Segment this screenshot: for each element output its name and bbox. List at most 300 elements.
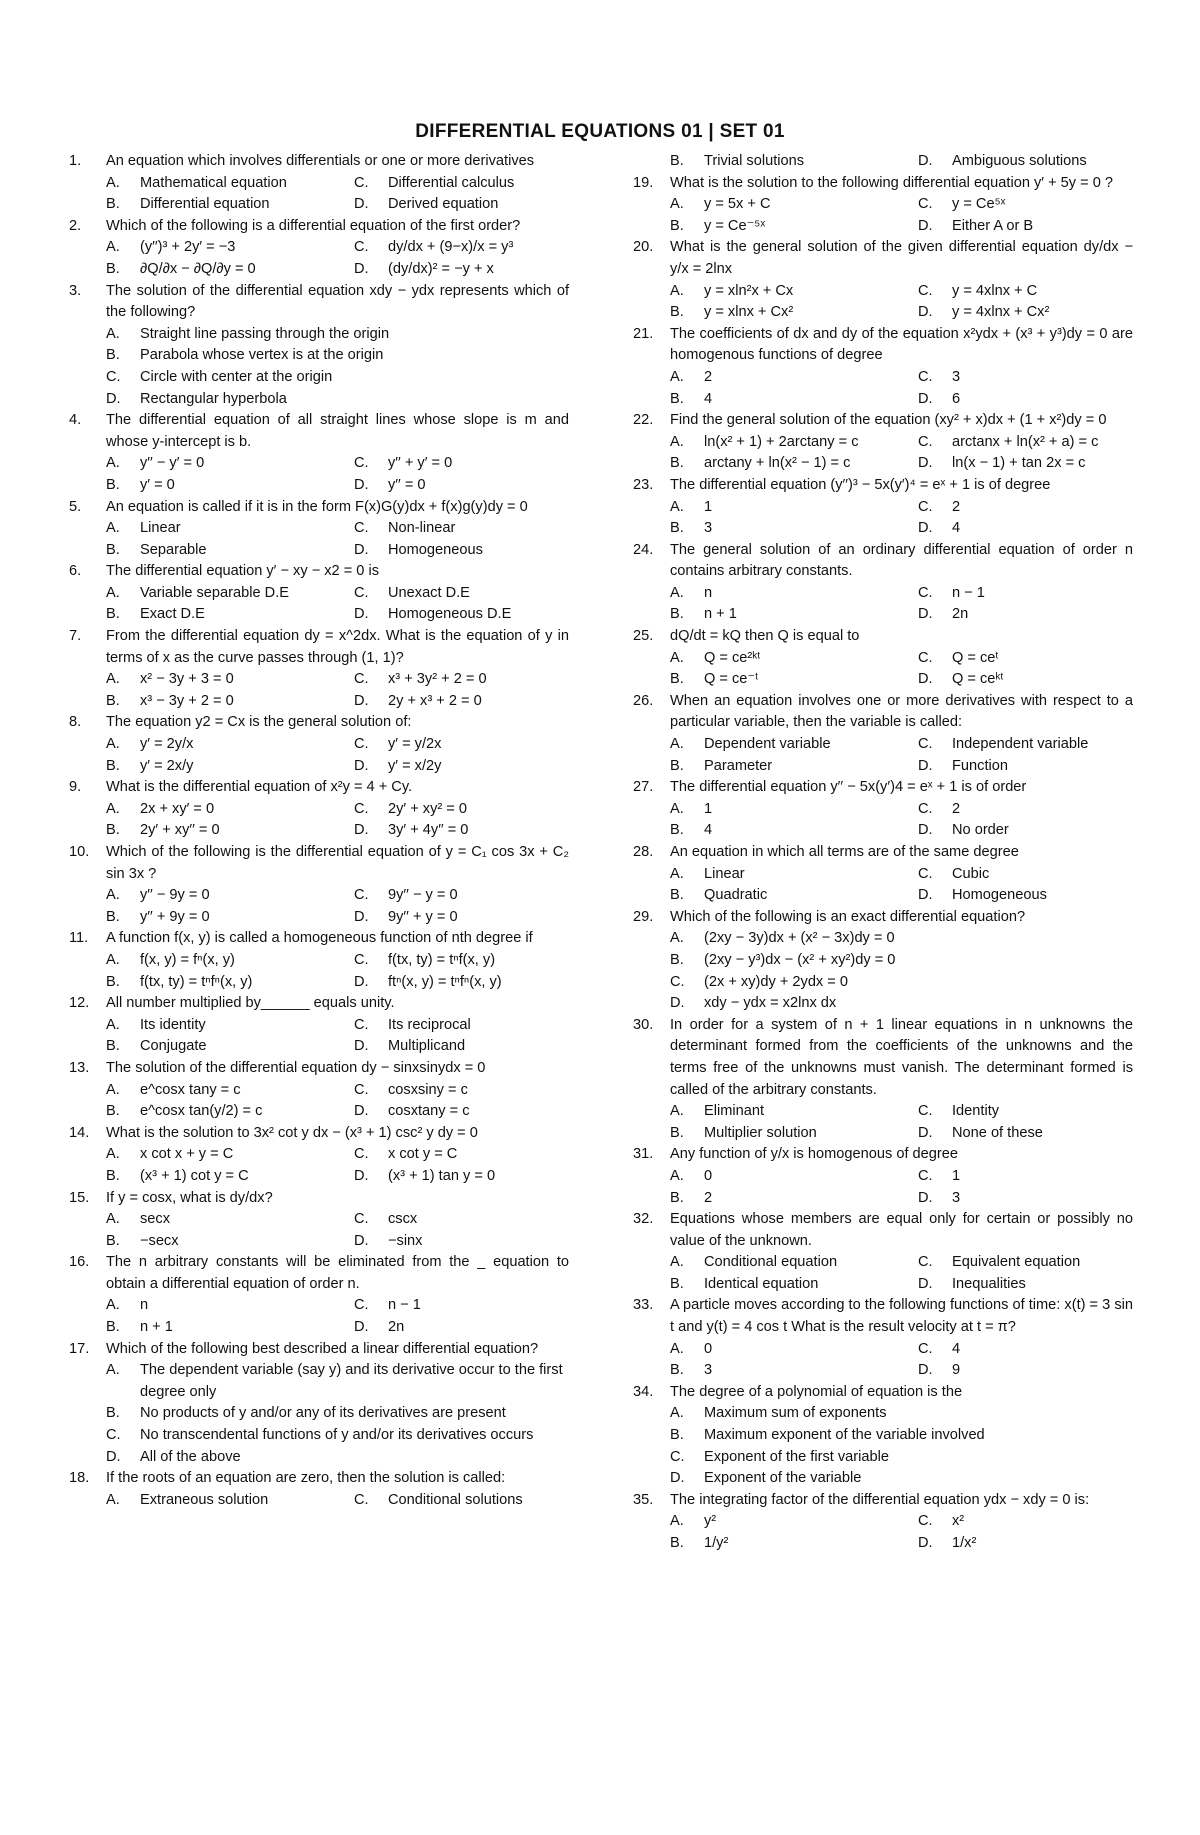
option-text: 3 bbox=[952, 1189, 961, 1206]
question bbox=[69, 1252, 569, 1295]
option-text: 2 bbox=[952, 498, 961, 515]
answer-option bbox=[670, 1101, 918, 1123]
answer-option bbox=[670, 1403, 1133, 1425]
answer-option bbox=[918, 799, 1133, 821]
option-text: Function bbox=[952, 757, 1008, 774]
question-text: The solution of the differential equation dy − sinxsinydx = 0 bbox=[106, 1059, 486, 1076]
question-number: 33. bbox=[633, 1297, 654, 1314]
answer-options bbox=[670, 864, 1133, 907]
option-text: 1 bbox=[952, 1167, 961, 1184]
answer-option bbox=[670, 1511, 918, 1533]
question-item bbox=[633, 475, 1133, 540]
option-letter: A. bbox=[106, 1362, 120, 1379]
option-text: Conditional solutions bbox=[388, 1491, 523, 1508]
option-text: 9 bbox=[952, 1362, 961, 1379]
option-text: −sinx bbox=[388, 1232, 423, 1249]
question bbox=[69, 410, 569, 453]
answer-option bbox=[918, 648, 1133, 670]
answer-option bbox=[918, 885, 1133, 907]
answer-option bbox=[670, 604, 918, 626]
option-text: cosxtany = c bbox=[388, 1103, 470, 1120]
answer-option bbox=[670, 151, 918, 173]
question-number: 24. bbox=[633, 541, 654, 558]
option-text: Q = ce⁻ᵗ bbox=[704, 671, 759, 688]
option-text: y′ = 2x/y bbox=[140, 757, 194, 774]
answer-option bbox=[670, 885, 918, 907]
answer-option bbox=[354, 194, 569, 216]
option-letter: D. bbox=[354, 757, 369, 774]
option-text: ln(x² + 1) + 2arctany = c bbox=[704, 433, 859, 450]
option-text: Multiplier solution bbox=[704, 1124, 817, 1141]
option-letter: C. bbox=[918, 498, 933, 515]
option-text: 9y′′ + y = 0 bbox=[388, 908, 458, 925]
answer-option bbox=[918, 216, 1133, 238]
option-text: y = xlnx + Cx² bbox=[704, 304, 794, 321]
answer-option bbox=[670, 1274, 918, 1296]
answer-option bbox=[670, 389, 918, 411]
option-letter: C. bbox=[918, 1513, 933, 1530]
option-letter: A. bbox=[670, 736, 684, 753]
question-item bbox=[633, 1382, 1133, 1490]
question bbox=[69, 1058, 569, 1080]
answer-option bbox=[918, 1511, 1133, 1533]
option-text: y′ = y/2x bbox=[388, 736, 442, 753]
question bbox=[633, 1295, 1133, 1338]
question-number: 13. bbox=[69, 1059, 90, 1076]
answer-option bbox=[354, 820, 569, 842]
option-letter: B. bbox=[106, 260, 120, 277]
option-letter: A. bbox=[106, 520, 120, 537]
option-letter: D. bbox=[354, 973, 369, 990]
option-letter: D. bbox=[354, 1103, 369, 1120]
answer-options bbox=[106, 1080, 569, 1123]
answer-option bbox=[670, 669, 918, 691]
option-letter: D. bbox=[670, 995, 685, 1012]
question-text: Which of the following best described a linear differential equation? bbox=[106, 1340, 539, 1357]
question-text: From the differential equation dy = x^2dx. What is the equation of y in terms of x as the curve passes through (1, 1)? bbox=[106, 628, 569, 666]
option-text: (x³ + 1) cot y = C bbox=[140, 1167, 249, 1184]
option-text: e^cosx tan(y/2) = c bbox=[140, 1103, 263, 1120]
answer-option bbox=[354, 583, 569, 605]
answer-option bbox=[354, 518, 569, 540]
question-number: 6. bbox=[69, 563, 82, 580]
option-letter: A. bbox=[106, 1211, 120, 1228]
option-text: f(x, y) = fⁿ(x, y) bbox=[140, 951, 235, 968]
option-text: Conditional equation bbox=[704, 1254, 838, 1271]
option-text: y′′ − y′ = 0 bbox=[140, 455, 205, 472]
question-item bbox=[69, 993, 569, 1058]
option-letter: A. bbox=[670, 433, 684, 450]
option-text: Homogeneous bbox=[952, 887, 1047, 904]
answer-option bbox=[106, 972, 354, 994]
option-letter: B. bbox=[670, 1275, 684, 1292]
option-letter: C. bbox=[918, 196, 933, 213]
question-text: The differential equation of all straight lines whose slope is m and whose y-intercept is b. bbox=[106, 412, 569, 450]
answer-option bbox=[670, 432, 918, 454]
option-letter: B. bbox=[670, 1124, 684, 1141]
answer-option bbox=[106, 950, 354, 972]
answer-option bbox=[354, 1166, 569, 1188]
question-item bbox=[69, 561, 569, 626]
option-text: Multiplicand bbox=[388, 1038, 466, 1055]
answer-option bbox=[106, 367, 569, 389]
answer-option bbox=[106, 259, 354, 281]
question bbox=[69, 561, 569, 583]
option-text: arctany + ln(x² − 1) = c bbox=[704, 455, 851, 472]
answer-option bbox=[918, 281, 1133, 303]
option-letter: D. bbox=[918, 757, 933, 774]
answer-option bbox=[670, 1360, 918, 1382]
option-text: secx bbox=[140, 1211, 171, 1228]
answer-option bbox=[918, 151, 1133, 173]
option-text: Variable separable D.E bbox=[140, 584, 289, 601]
question-number: 29. bbox=[633, 908, 654, 925]
option-text: 2 bbox=[704, 368, 713, 385]
option-letter: C. bbox=[354, 174, 369, 191]
answer-options bbox=[670, 1339, 1133, 1382]
option-text: Trivial solutions bbox=[704, 153, 805, 169]
question-item bbox=[69, 928, 569, 993]
option-letter: C. bbox=[354, 951, 369, 968]
question bbox=[69, 1339, 569, 1361]
option-text: 2 bbox=[704, 1189, 713, 1206]
answer-option bbox=[670, 734, 918, 756]
question-number: 4. bbox=[69, 412, 82, 429]
question-text: Which of the following is a differential equation of the first order? bbox=[106, 217, 521, 234]
question-text: Find the general solution of the equation (xy² + x)dx + (1 + x²)dy = 0 bbox=[670, 412, 1107, 429]
question-text: An equation which involves differentials or one or more derivatives bbox=[106, 153, 535, 169]
option-letter: A. bbox=[670, 1405, 684, 1422]
option-text: y = 4xlnx + Cx² bbox=[952, 304, 1050, 321]
option-text: Exponent of the variable bbox=[704, 1470, 862, 1487]
answer-options bbox=[106, 1295, 569, 1338]
answer-option bbox=[918, 367, 1133, 389]
question-text: A function f(x, y) is called a homogeneous function of nth degree if bbox=[106, 930, 533, 947]
option-letter: C. bbox=[918, 865, 933, 882]
question bbox=[633, 777, 1133, 799]
option-letter: B. bbox=[106, 973, 120, 990]
question-item bbox=[69, 1339, 569, 1469]
option-text: Derived equation bbox=[388, 196, 499, 213]
option-letter: B. bbox=[670, 1427, 684, 1444]
option-text: Differential equation bbox=[140, 196, 270, 213]
option-letter: A. bbox=[670, 1513, 684, 1530]
option-letter: A. bbox=[106, 455, 120, 472]
option-text: The dependent variable (say y) and its derivative occur to the first degree only bbox=[140, 1362, 563, 1400]
option-text: 2y′ + xy² = 0 bbox=[388, 800, 467, 817]
answer-option bbox=[670, 993, 1133, 1015]
answer-option bbox=[670, 1533, 918, 1555]
answer-option bbox=[354, 691, 569, 713]
answer-option bbox=[670, 1339, 918, 1361]
question-number: 20. bbox=[633, 239, 654, 256]
option-text: 2y′ + xy′′ = 0 bbox=[140, 822, 220, 839]
answer-option bbox=[106, 1317, 354, 1339]
answer-options bbox=[106, 1144, 569, 1187]
option-text: y = 4xlnx + C bbox=[952, 282, 1038, 299]
answer-option bbox=[670, 1447, 1133, 1469]
answer-option bbox=[106, 604, 354, 626]
question-text: A particle moves according to the following functions of time: x(t) = 3 sin t and y(t) = 4 cos t What is the result velocity at t = π? bbox=[670, 1297, 1133, 1336]
answer-option bbox=[106, 1295, 354, 1317]
option-text: 6 bbox=[952, 390, 961, 407]
answer-option bbox=[106, 1403, 569, 1425]
option-letter: C. bbox=[354, 455, 369, 472]
option-text: x³ − 3y + 2 = 0 bbox=[140, 692, 234, 709]
option-text: Linear bbox=[704, 865, 745, 882]
question-number: 26. bbox=[633, 692, 654, 709]
option-letter: A. bbox=[106, 584, 120, 601]
option-text: No transcendental functions of y and/or its derivatives occurs bbox=[140, 1427, 534, 1444]
answer-option bbox=[670, 453, 918, 475]
answer-option bbox=[354, 237, 569, 259]
question bbox=[633, 237, 1133, 280]
answer-option bbox=[670, 799, 918, 821]
option-letter: B. bbox=[670, 671, 684, 688]
option-text: Circle with center at the origin bbox=[140, 368, 333, 385]
option-letter: C. bbox=[354, 671, 369, 688]
answer-option bbox=[918, 734, 1133, 756]
option-letter: D. bbox=[918, 1189, 933, 1206]
answer-option bbox=[918, 453, 1133, 475]
answer-option bbox=[918, 518, 1133, 540]
option-text: x cot y = C bbox=[388, 1146, 458, 1163]
option-letter: D. bbox=[106, 1448, 121, 1465]
option-text: f(tx, ty) = tⁿf(x, y) bbox=[388, 951, 496, 968]
question-number: 34. bbox=[633, 1383, 654, 1400]
answer-option bbox=[106, 799, 354, 821]
option-letter: D. bbox=[354, 1038, 369, 1055]
answer-options bbox=[670, 432, 1133, 475]
option-text: y = 5x + C bbox=[704, 196, 771, 213]
answer-option bbox=[918, 583, 1133, 605]
option-text: ln(x − 1) + tan 2x = c bbox=[952, 455, 1086, 472]
option-text: Its identity bbox=[140, 1016, 206, 1033]
question bbox=[633, 173, 1133, 195]
option-letter: B. bbox=[106, 541, 120, 558]
answer-options bbox=[106, 518, 569, 561]
option-letter: C. bbox=[106, 1427, 121, 1444]
answer-option bbox=[670, 928, 1133, 950]
option-letter: B. bbox=[106, 757, 120, 774]
option-text: 2 bbox=[952, 800, 961, 817]
option-letter: C. bbox=[918, 1103, 933, 1120]
answer-option bbox=[354, 885, 569, 907]
answer-option bbox=[918, 1101, 1133, 1123]
answer-option bbox=[670, 216, 918, 238]
option-text: Q = ceᵗ bbox=[952, 649, 999, 666]
answer-option bbox=[670, 518, 918, 540]
question-item bbox=[69, 842, 569, 928]
option-letter: D. bbox=[354, 692, 369, 709]
answer-option bbox=[354, 475, 569, 497]
answer-option bbox=[106, 669, 354, 691]
option-letter: C. bbox=[354, 1146, 369, 1163]
question-item bbox=[69, 281, 569, 411]
question-number: 10. bbox=[69, 844, 90, 860]
option-letter: A. bbox=[106, 239, 120, 256]
question bbox=[633, 475, 1133, 497]
option-text: Non-linear bbox=[388, 520, 456, 537]
answer-option bbox=[670, 194, 918, 216]
option-text: 2y + x³ + 2 = 0 bbox=[388, 692, 482, 709]
question-number: 30. bbox=[633, 1016, 654, 1033]
option-letter: A. bbox=[106, 1016, 120, 1033]
option-letter: B. bbox=[106, 822, 120, 839]
option-text: x³ + 3y² + 2 = 0 bbox=[388, 671, 487, 688]
option-letter: A. bbox=[670, 800, 684, 817]
option-text: cosxsiny = c bbox=[388, 1081, 468, 1098]
question bbox=[633, 1490, 1133, 1512]
question-number: 18. bbox=[69, 1470, 90, 1487]
option-text: Q = ceᵏᵗ bbox=[952, 671, 1004, 688]
option-text: 9y′′ − y = 0 bbox=[388, 887, 458, 904]
answer-option bbox=[918, 302, 1133, 324]
question-item bbox=[69, 712, 569, 777]
question-number: 1. bbox=[69, 153, 82, 169]
option-letter: B. bbox=[670, 951, 684, 968]
option-letter: D. bbox=[106, 390, 121, 407]
option-letter: C. bbox=[354, 1081, 369, 1098]
question-text: An equation is called if it is in the form F(x)G(y)dx + f(x)g(y)dy = 0 bbox=[106, 498, 528, 515]
option-letter: C. bbox=[354, 1491, 369, 1508]
answer-options bbox=[670, 583, 1133, 626]
option-letter: A. bbox=[106, 800, 120, 817]
answer-option bbox=[106, 1231, 354, 1253]
answer-option bbox=[918, 669, 1133, 691]
answer-option bbox=[106, 1490, 354, 1512]
option-letter: D. bbox=[354, 1167, 369, 1184]
question-text: An equation in which all terms are of the same degree bbox=[670, 844, 1019, 860]
option-text: 3 bbox=[704, 520, 713, 537]
option-text: 2n bbox=[952, 606, 969, 623]
question-number: 28. bbox=[633, 844, 654, 860]
option-letter: D. bbox=[354, 908, 369, 925]
option-text: Either A or B bbox=[952, 217, 1034, 234]
answer-option bbox=[354, 1080, 569, 1102]
option-letter: B. bbox=[106, 908, 120, 925]
answer-option bbox=[106, 885, 354, 907]
answer-options bbox=[670, 1101, 1133, 1144]
answer-option bbox=[106, 1080, 354, 1102]
question-item bbox=[633, 324, 1133, 410]
question-item bbox=[69, 1123, 569, 1188]
option-letter: C. bbox=[918, 800, 933, 817]
answer-option bbox=[106, 237, 354, 259]
answer-option bbox=[106, 907, 354, 929]
answer-option bbox=[106, 1166, 354, 1188]
question-number: 7. bbox=[69, 628, 82, 645]
answer-option bbox=[354, 1490, 569, 1512]
question bbox=[69, 497, 569, 519]
option-letter: B. bbox=[106, 1103, 120, 1120]
question bbox=[633, 626, 1133, 648]
answer-options bbox=[106, 324, 569, 410]
answer-option bbox=[354, 540, 569, 562]
question-number: 32. bbox=[633, 1211, 654, 1228]
option-letter: C. bbox=[918, 736, 933, 753]
answer-option bbox=[918, 497, 1133, 519]
option-letter: D. bbox=[918, 217, 933, 234]
answer-option bbox=[670, 302, 918, 324]
option-letter: A. bbox=[670, 1103, 684, 1120]
option-letter: A. bbox=[106, 1146, 120, 1163]
answer-options bbox=[670, 734, 1133, 777]
answer-option bbox=[106, 756, 354, 778]
answer-options bbox=[670, 497, 1133, 540]
option-text: Eliminant bbox=[704, 1103, 765, 1120]
option-letter: B. bbox=[670, 153, 684, 169]
answer-options bbox=[106, 583, 569, 626]
option-text: y′′ = 0 bbox=[388, 476, 426, 493]
question bbox=[69, 993, 569, 1015]
answer-options bbox=[670, 367, 1133, 410]
option-text: 1/y² bbox=[704, 1535, 729, 1551]
question-text: All number multiplied by______ equals unity. bbox=[106, 995, 395, 1012]
question-item bbox=[633, 410, 1133, 475]
question-item bbox=[69, 777, 569, 842]
option-text: Quadratic bbox=[704, 887, 768, 904]
option-text: n − 1 bbox=[952, 584, 985, 601]
question-number: 25. bbox=[633, 628, 654, 645]
option-text: n bbox=[704, 584, 713, 601]
option-letter: C. bbox=[354, 239, 369, 256]
option-letter: A. bbox=[106, 671, 120, 688]
option-text: Conjugate bbox=[140, 1038, 207, 1055]
question-item bbox=[633, 237, 1133, 323]
answer-option bbox=[918, 820, 1133, 842]
answer-option bbox=[670, 1166, 918, 1188]
option-letter: D. bbox=[918, 1275, 933, 1292]
option-text: 4 bbox=[704, 822, 713, 839]
answer-option bbox=[670, 281, 918, 303]
answer-option bbox=[918, 1188, 1133, 1210]
option-letter: C. bbox=[670, 973, 685, 990]
answer-option bbox=[670, 497, 918, 519]
answer-option bbox=[106, 475, 354, 497]
option-letter: C. bbox=[354, 887, 369, 904]
option-letter: D. bbox=[918, 1362, 933, 1379]
option-letter: C. bbox=[918, 1340, 933, 1357]
question-item bbox=[633, 540, 1133, 626]
answer-option bbox=[354, 756, 569, 778]
question-number: 35. bbox=[633, 1491, 654, 1508]
question bbox=[69, 1468, 569, 1490]
option-letter: A. bbox=[106, 1297, 120, 1314]
question bbox=[69, 777, 569, 799]
option-letter: B. bbox=[670, 455, 684, 472]
option-text: Cubic bbox=[952, 865, 990, 882]
question-number: 22. bbox=[633, 412, 654, 429]
answer-option bbox=[918, 1123, 1133, 1145]
question-text: dQ/dt = kQ then Q is equal to bbox=[670, 628, 860, 645]
option-text: Parabola whose vertex is at the origin bbox=[140, 347, 384, 364]
option-letter: C. bbox=[354, 800, 369, 817]
answer-options bbox=[670, 194, 1133, 237]
question-item bbox=[633, 777, 1133, 842]
question-number: 8. bbox=[69, 714, 82, 731]
answer-option bbox=[106, 1036, 354, 1058]
answer-options bbox=[670, 1511, 1133, 1554]
question bbox=[633, 410, 1133, 432]
option-letter: B. bbox=[670, 304, 684, 321]
option-text: Linear bbox=[140, 520, 181, 537]
question-number: 23. bbox=[633, 476, 654, 493]
answer-options bbox=[670, 1166, 1133, 1209]
option-text: 1 bbox=[704, 800, 713, 817]
option-letter: B. bbox=[670, 822, 684, 839]
option-text: Separable bbox=[140, 541, 207, 558]
